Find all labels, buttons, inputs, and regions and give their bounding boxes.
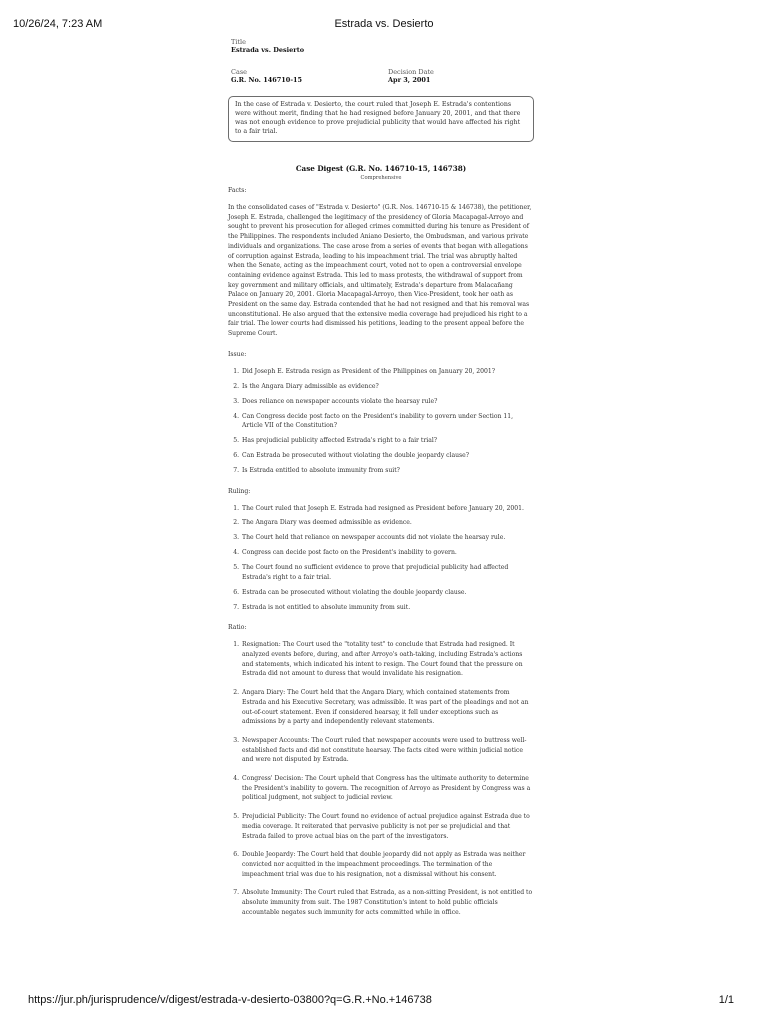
print-header xyxy=(0,0,768,40)
ratio-text: The Court held that the Angara Diary, which contained statements from Estrada and his Executive Secretary, was admissible. It was part of the pleadings and not an out-of-court statement. Even if considered hearsay, it fell under exceptions such as admissions by a party and independently relevant statements. xyxy=(242,689,529,726)
ratio-text: The Court used the "totality test" to conclude that Estrada had resigned. It analyzed events before, during, and after Arroyo's oath-taking, including Estrada's actions and statements, which indicated his intent to resign. The Court found that the pressure on Estrada did not amount to duress that would invalidate his resignation. xyxy=(242,641,523,678)
ratio-item xyxy=(241,640,534,679)
ratio-term: Prejudicial Publicity: xyxy=(242,813,307,821)
ratio-text: The Court found no evidence of actual prejudice against Estrada due to media coverage. It reiterated that pervasive publicity is not per se prejudicial and that Estrada failed to prove actual bias on the part of the investigators. xyxy=(242,813,530,840)
ratio-term: Newspaper Accounts: xyxy=(242,736,310,744)
ruling-item: 1. The Court ruled that Joseph E. Estrada had resigned as President before January 20, 2001. xyxy=(241,504,534,514)
issue-item: 5. Has prejudicial publicity affected Estrada's right to a fair trial? xyxy=(241,436,534,446)
ruling-item: 4. Congress can decide post facto on the President's inability to govern. xyxy=(241,548,534,558)
ruling-item: 7. Estrada is not entitled to absolute immunity from suit. xyxy=(241,603,534,613)
print-page-title: Estrada vs. Desierto xyxy=(334,18,434,30)
ratio-term: Angara Diary: xyxy=(242,689,286,697)
ruling-heading: Ruling: xyxy=(228,487,251,495)
facts-heading: Facts: xyxy=(228,187,247,194)
digest-title: Case Digest (G.R. No. 146710-15, 146738) xyxy=(295,164,467,173)
decision-date-label: Decision Date xyxy=(388,68,434,76)
issue-item: 7. Is Estrada entitled to absolute immunity from suit? xyxy=(241,466,534,476)
ratio-term: Absolute Immunity: xyxy=(242,889,303,897)
print-page-number: 1/1 xyxy=(718,994,734,1006)
issue-heading: Issue: xyxy=(228,350,247,358)
ratio-item xyxy=(241,888,534,917)
decision-date-field xyxy=(388,68,434,85)
ruling-item: 6. Estrada can be prosecuted without violating the double jeopardy clause. xyxy=(241,588,534,598)
ratio-term: Resignation: xyxy=(242,641,281,649)
summary-box: In the case of Estrada v. Desierto, the court ruled that Joseph E. Estrada's contentions were without merit, finding that he had resigned before January 20, 2001, and that there was not enough evidence to prove prejudicial publicity that would have affected his right to a fair trial. xyxy=(228,96,534,142)
issue-item: 3. Does reliance on newspaper accounts violate the hearsay rule? xyxy=(241,397,534,407)
ratio-list xyxy=(228,640,534,917)
ruling-list xyxy=(228,504,534,613)
title-field xyxy=(231,38,304,55)
title-label: Title xyxy=(231,38,246,46)
ratio-item xyxy=(241,850,534,879)
ratio-text: The Court held that double jeopardy did not apply as Estrada was neither convicted nor acquitted in the impeachment proceedings. The termination of the impeachment trial was due to his resignation, not a dismissal without his consent. xyxy=(242,851,526,878)
case-value: G.R. No. 146710-15 xyxy=(231,76,303,84)
issue-item: 4. Can Congress decide post facto on the President's inability to govern under Section 11, Article VII of the Constitution? xyxy=(241,412,534,431)
title-value: Estrada vs. Desierto xyxy=(231,46,305,54)
ratio-item xyxy=(241,774,534,803)
ratio-item xyxy=(241,688,534,727)
ratio-text: The Court ruled that Estrada, as a non-sitting President, is not entitled to absolute immunity from suit. The 1987 Constitution's intent to hold public officials accountable negates such immunity for acts committed while in office. xyxy=(242,889,533,916)
print-footer xyxy=(0,994,768,1014)
ratio-term: Congress' Decision: xyxy=(242,775,304,783)
facts-paragraph: In the consolidated cases of "Estrada v. Desierto" (G.R. Nos. 146710-15 & 146738), the petitioner, Joseph E. Estrada, challenged the legitimacy of the presidency of Gloria Macapagal-Arroyo and sought to prevent his prosecution for alleged crimes committed during his tenure as President of the Philippines. The respondents included Aniano Desierto, the Ombudsman, and various private individuals and organizations. The case arose from a series of events that began with allegations of corruption against Estrada, leading to his impeachment trial. The trial was abruptly halted when the Senate, acting as the impeachment court, voted not to open a controversial envelope containing evidence against Estrada. This led to mass protests, the withdrawal of support from key government and military officials, and ultimately, Estrada's departure from Malacañang Palace on January 20, 2001. Gloria Macapagal-Arroyo, then Vice-President, took her oath as President on the same day. Estrada contended that he had not resigned and that his removal was unconstitutional. He also argued that the extensive media coverage had prejudiced his right to a fair trial. The lower courts had dismissed his petitions, leading to the present appeal before the Supreme Court. xyxy=(228,204,532,338)
ratio-item xyxy=(241,812,534,841)
issue-item: 1. Did Joseph E. Estrada resign as President of the Philippines on January 20, 2001? xyxy=(241,367,534,377)
ratio-text: The Court ruled that newspaper accounts were used to buttress well-established facts and did not constitute hearsay. The facts cited were within judicial notice and were not disputed by Estrada. xyxy=(242,736,527,764)
ruling-item: 3. The Court held that reliance on newspaper accounts did not violate the hearsay rule. xyxy=(241,533,534,543)
ruling-item: 2. The Angara Diary was deemed admissible as evidence. xyxy=(241,518,534,528)
case-field xyxy=(231,68,302,85)
ratio-item xyxy=(241,736,534,765)
print-timestamp: 10/26/24, 7:23 AM xyxy=(13,18,103,30)
ratio-term: Double Jeopardy: xyxy=(242,851,296,859)
decision-date-value: Apr 3, 2001 xyxy=(388,76,431,84)
ruling-item: 5. The Court found no sufficient evidence to prove that prejudicial publicity had affected Estrada's right to a fair trial. xyxy=(241,563,534,582)
ratio-text: The Court upheld that Congress has the ultimate authority to determine the President's inability to govern. The recognition of Arroyo as President by Congress was a political judgment, not subject to judicial review. xyxy=(242,775,531,802)
ratio-heading: Ratio: xyxy=(228,624,247,632)
digest-body xyxy=(228,187,534,930)
digest-subtitle: Comprehensive xyxy=(360,175,402,181)
print-url: https://jur.ph/jurisprudence/v/digest/estrada-v-desierto-03800?q=G.R.+No.+146738 xyxy=(28,994,432,1006)
issue-list xyxy=(228,367,534,476)
case-label: Case xyxy=(231,68,248,76)
issue-item: 6. Can Estrada be prosecuted without violating the double jeopardy clause? xyxy=(241,451,534,461)
issue-item: 2. Is the Angara Diary admissible as evidence? xyxy=(241,382,534,392)
